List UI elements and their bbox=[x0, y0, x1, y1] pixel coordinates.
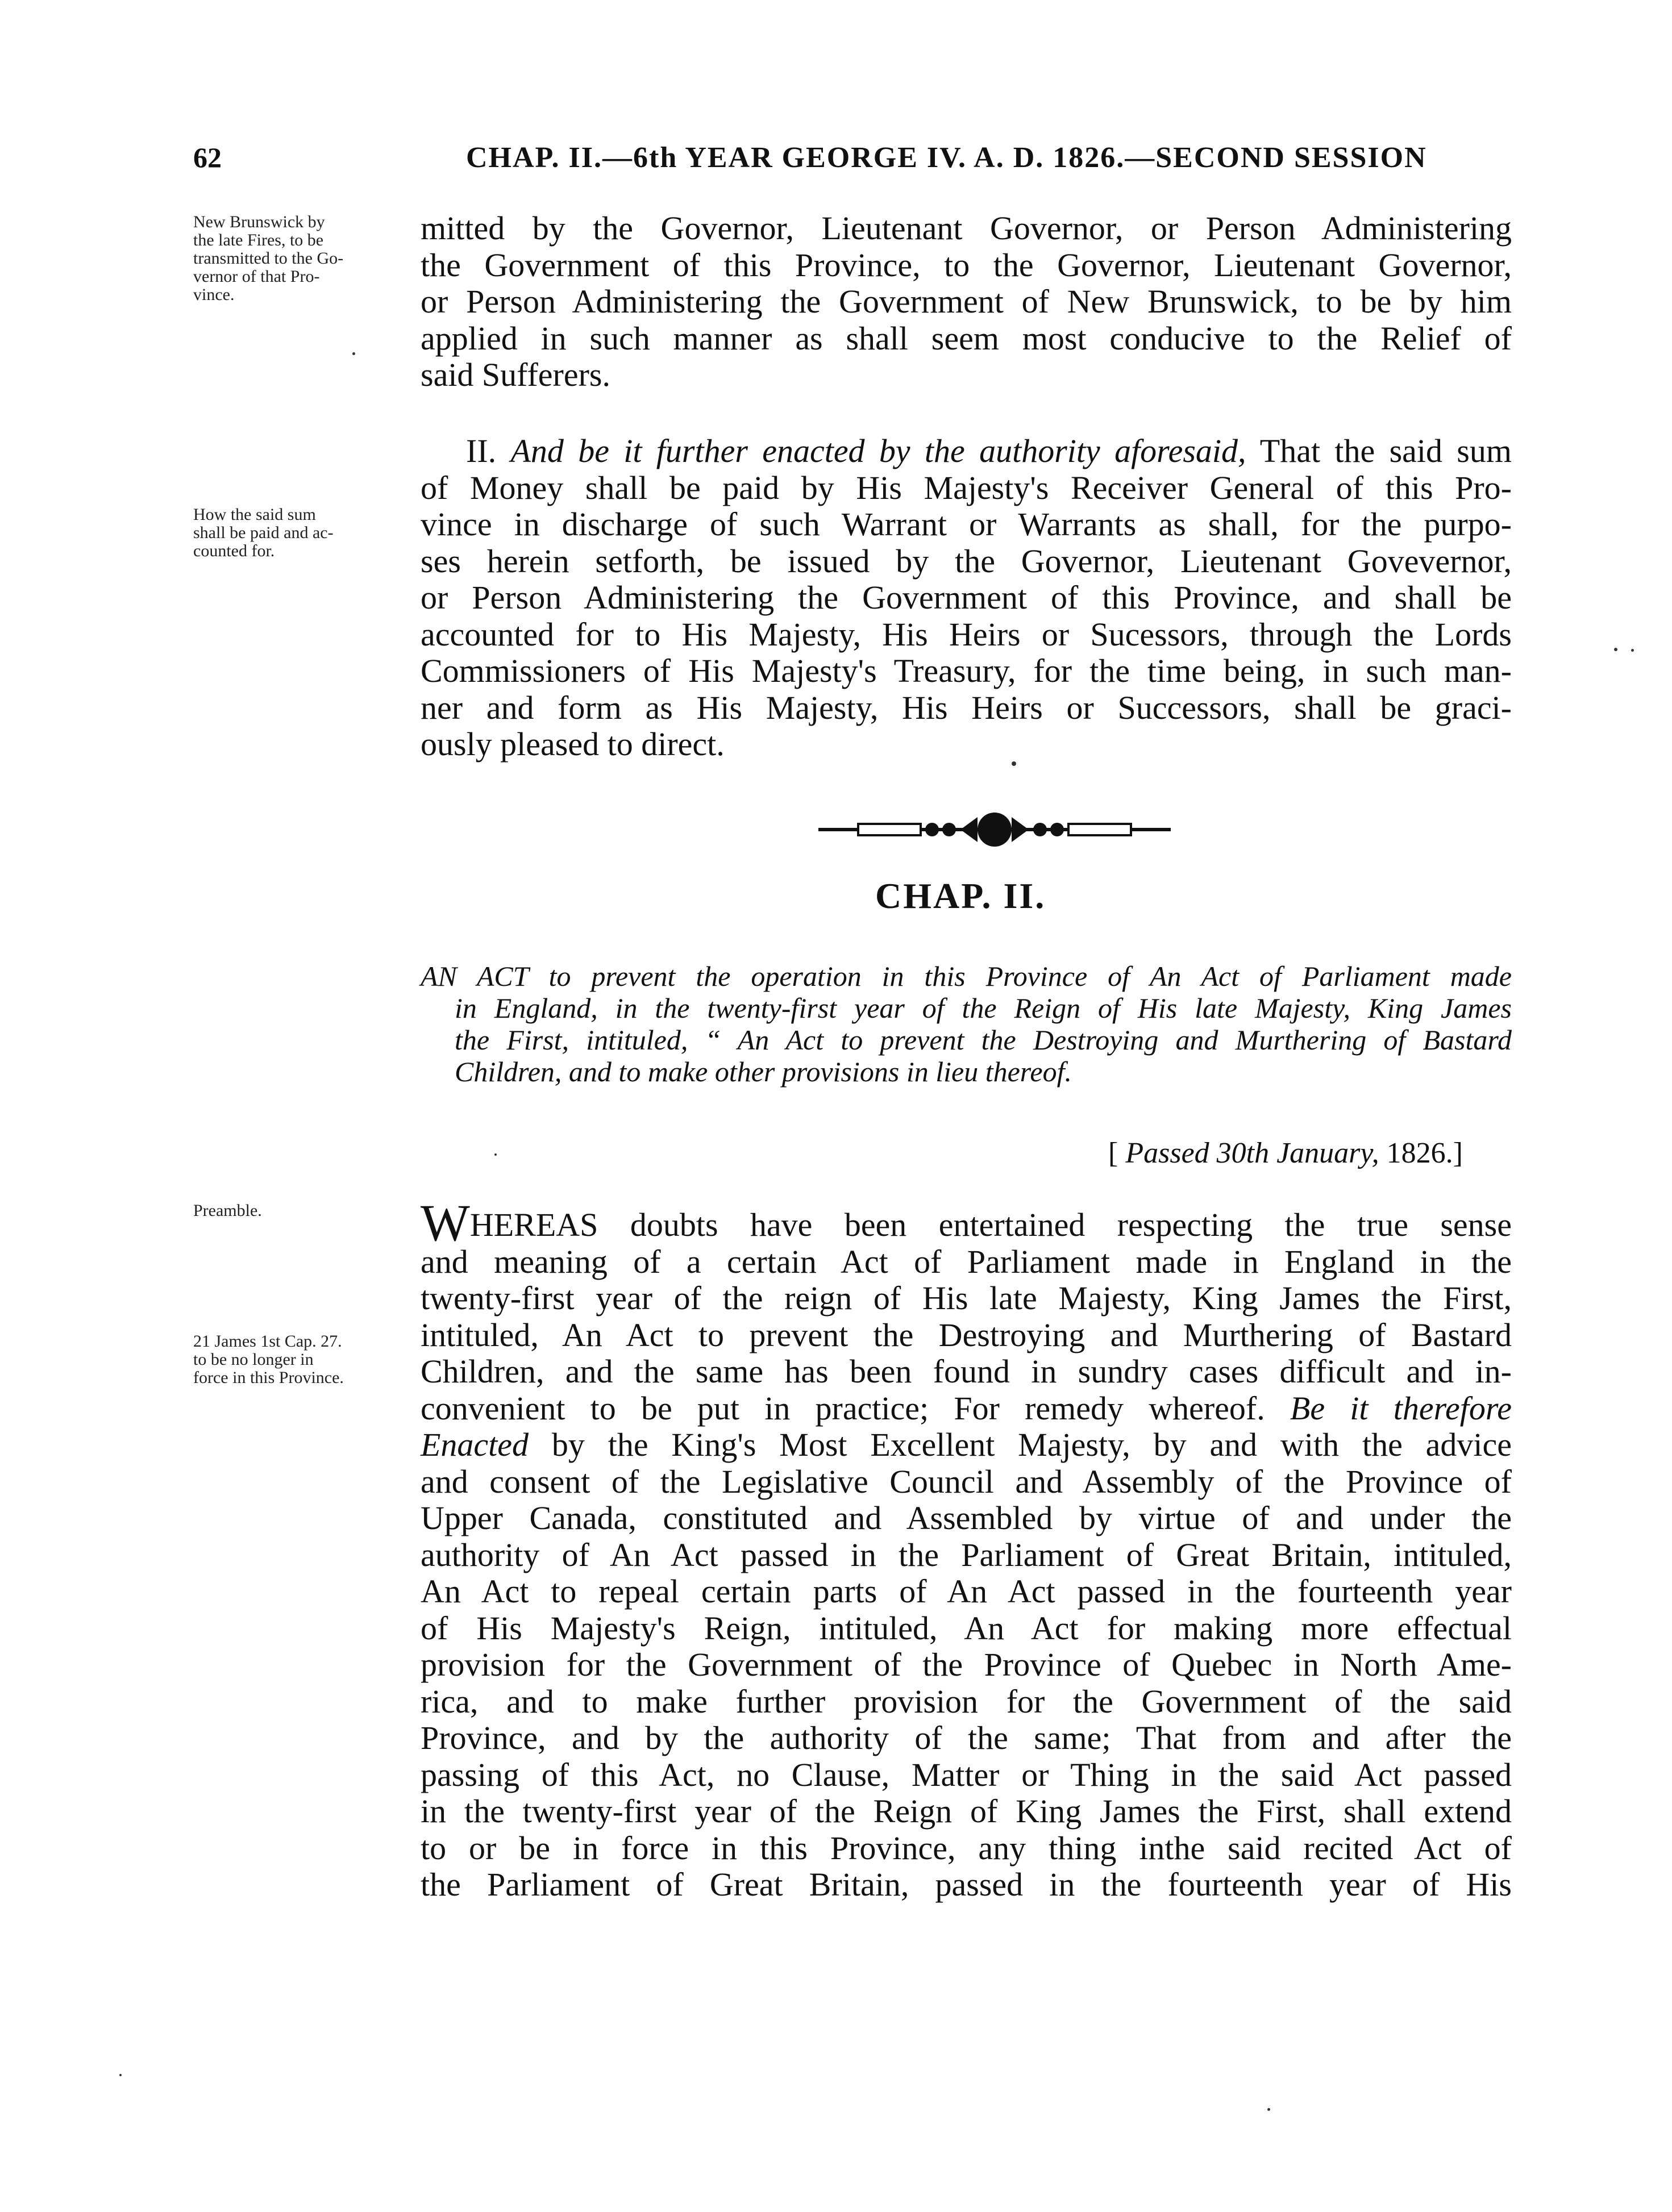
preamble-first-line: WHEREAS doubts have been entertained respecting the true sense bbox=[421, 1194, 1512, 1252]
scan-speck bbox=[1614, 648, 1617, 651]
page-number: 62 bbox=[193, 141, 222, 173]
enacting-clause: And be it further enacted by the authority aforesaid, bbox=[510, 432, 1246, 469]
section-number: II. bbox=[466, 432, 497, 469]
margin-note-how-paid: How the said sum shall be paid and ac- counted for. bbox=[193, 505, 334, 560]
margin-note-new-brunswick: New Brunswick by the late Fires, to be transmitted to the Go- vernor of that Pro- vince. bbox=[193, 213, 344, 304]
ornament-divider-icon bbox=[818, 807, 1171, 852]
scan-speck bbox=[352, 352, 355, 355]
scan-speck bbox=[119, 2074, 122, 2076]
preamble-text: WHEREAS doubts have been entertained respecting the true sense and meaning of a certain Act of Parliament made in England in the twenty-first year of the reign of His late Majesty, King James the First, intituled, An Act to prevent the Destroying and Murthering of Bastard Children, and the same has been found in sundry cases difficult and in- convenient to be put in practice; For remedy whereof. Be it therefore Enacted by the King's Most Excellent Majesty, by and with the advice and consent of the Legislative Council and Assembly of the Province of Upper Canada, constituted and Assembled by virtue of and under the authority of An Act passed in the Parliament of Great Britain, intituled, An Act to repeal certain parts of An Act passed in the fourteenth year of His Majesty's Reign, intituled, An Act for making more effectual provision for the Government of the Province of Quebec in North Ame- rica, and to make further provision for the Government of the said Province, and by the authority of the same; That from and after the passing of this Act, no Clause, Matter or Thing in the said Act passed in the twenty-first year of the Reign of King James the First, shall extend to or be in force in this Province, any thing inthe said recited Act of the Parliament of Great Britain, passed in the fourteenth year of His bbox=[421, 1194, 1512, 1903]
scan-speck bbox=[494, 1153, 497, 1156]
margin-note-preamble: Preamble. bbox=[193, 1201, 262, 1220]
passed-date: [ Passed 30th January, 1826.] bbox=[1108, 1137, 1463, 1169]
running-head-title: CHAP. II.—6th YEAR GEORGE IV. A. D. 1826.—SECOND SESSION bbox=[466, 141, 1427, 174]
drop-cap: W bbox=[421, 1194, 470, 1252]
scan-speck bbox=[1012, 761, 1016, 766]
margin-note-21-james: 21 James 1st Cap. 27. to be no longer in force in this Province. bbox=[193, 1332, 344, 1387]
scan-speck bbox=[1267, 2108, 1270, 2111]
act-title: AN ACT to prevent the operation in this Province of An Act of Parliament made in England, in the twenty-first year of the Reign of His late Majesty, King James the First, intituled, “ An Act to prevent the Destroying and Murthering of Bastard Children, and to make other provisions in lieu thereof. bbox=[421, 960, 1512, 1088]
section-2-first-line: II. And be it further enacted by the authority aforesaid, That the said sum bbox=[466, 432, 1512, 469]
scan-speck bbox=[1631, 649, 1634, 652]
section-2-text: II. And be it further enacted by the authority aforesaid, That the said sum of Money shall be paid by His Majesty's Receiver General of this Pro- vince in discharge of such Warrant or Warrants as shall, for the purpo- ses herein setforth, be issued by the Governor, Lieutenant Govevernor, or Person Administering the Government of this Province, and shall be accounted for to His Majesty, His Heirs or Sucessors, through the Lords Commissioners of His Majesty's Treasury, for the time being, in such man- ner and form as His Majesty, His Heirs or Successors, shall be graci- ously pleased to direct. bbox=[421, 432, 1512, 763]
section-1-text: mitted by the Governor, Lieutenant Governor, or Person Administering the Government of this Province, to the Governor, Lieutenant Governor, or Person Administering the Government of New Brunswick, to be by him applied in such manner as shall seem most conducive to the Relief of said Sufferers. bbox=[421, 210, 1512, 393]
chapter-heading: CHAP. II. bbox=[875, 876, 1046, 916]
running-head bbox=[193, 141, 1495, 181]
